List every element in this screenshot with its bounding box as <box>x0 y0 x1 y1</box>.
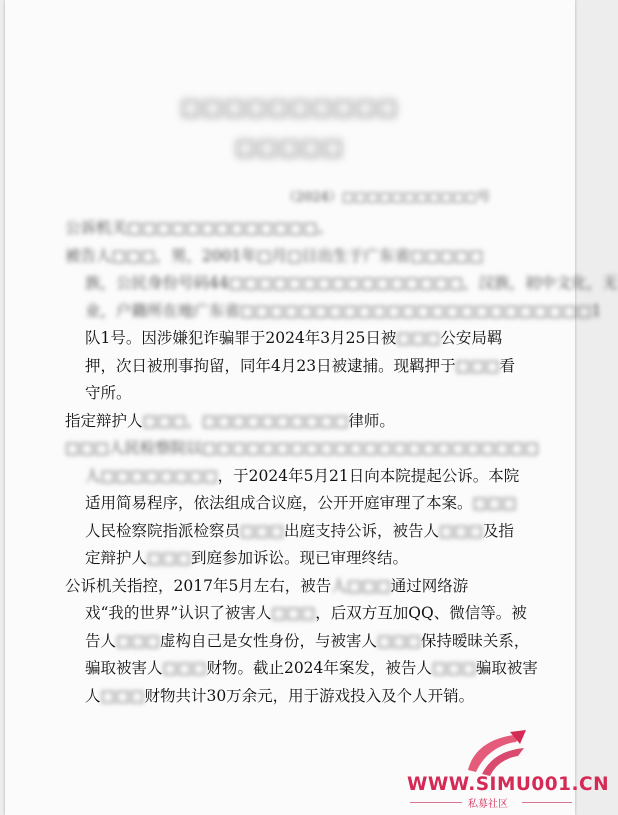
redacted-text: □□□ <box>396 329 441 347</box>
redacted-text: □□□，□□□□□□□□□□ <box>142 411 349 430</box>
text-segment: 定辩护人 <box>85 549 148 567</box>
text-line <box>85 519 514 544</box>
text-segment: ，后双方互加QQ、微信等。被 <box>315 604 527 622</box>
text-segment: 押，次日被刑事拘留，同年4月23日被逮捕。现羁押于 <box>85 356 456 375</box>
redacted-text: □□□ <box>376 631 421 650</box>
text-line <box>65 574 468 599</box>
text-segment: 公诉机关指控，2017年5月左右，被告 <box>65 576 332 595</box>
redacted-text: □□□ <box>162 659 207 677</box>
text-segment: 公安局羁 <box>440 329 503 347</box>
watermark-logo-icon <box>460 728 530 778</box>
redacted-text: 业，户籍所在地广东省□□□□□□□□□□□□□□□□□□□□□□□□1 <box>85 301 602 320</box>
text-segment: 骗取被害人 <box>85 659 163 677</box>
redacted-text: □□□ <box>271 604 316 622</box>
text-segment: 看 <box>499 356 516 375</box>
text-segment: 守所。 <box>85 384 132 402</box>
redacted-text: 人□□□□□□□□ <box>85 466 218 485</box>
text-segment: 骗取被害 <box>475 659 538 677</box>
redacted-text: 人□□□ <box>331 576 391 595</box>
text-line <box>85 684 474 709</box>
text-line <box>85 491 516 516</box>
text-segment: 告人 <box>85 631 117 650</box>
text-line <box>85 326 502 351</box>
redacted-text: □□□ <box>116 631 160 650</box>
text-line <box>85 629 529 654</box>
text-segment: 出庭支持公诉，被告人 <box>283 521 439 540</box>
case-number: （2024）□□□□□□□□□□□号 <box>282 190 490 205</box>
text-segment: 到庭参加诉讼。现已审理终结。 <box>190 549 408 567</box>
watermark-rule-right <box>522 802 572 803</box>
document-page <box>5 0 618 815</box>
redacted-text: 被告人□□□，男，2001年□月□日出生于广东省□□□□□ <box>65 246 484 265</box>
document-subtitle: □□□□□ <box>235 134 345 159</box>
text-segment: 财物。截止2024年案发，被告人 <box>206 659 432 677</box>
text-line <box>85 546 408 571</box>
text-segment: 适用简易程序，依法组成合议庭，公开开庭审理了本案。 <box>85 494 473 512</box>
text-segment: 保持暧昧关系， <box>420 631 530 650</box>
text-segment: 人 <box>85 686 101 705</box>
document-title: □□□□□□□□□□ <box>180 94 400 119</box>
redacted-text: □□□ <box>100 686 145 705</box>
text-line <box>85 271 618 296</box>
text-segment: 律师。 <box>348 411 395 430</box>
text-line <box>85 601 527 626</box>
redacted-text: □□□ <box>431 659 476 677</box>
redacted-text: 族，公民身份号码44□□□□□□□□□□□□□□□□，汉族，初中文化，无 <box>85 274 618 292</box>
redacted-text: 公诉机关□□□□□□□□□□□□□。 <box>65 219 333 237</box>
text-line <box>85 464 519 489</box>
text-segment: 队1号。因涉嫌犯诈骗罪于2024年3月25日被 <box>85 329 397 347</box>
text-segment: ，于2024年5月21日向本院提起公诉。本院 <box>217 466 520 485</box>
text-line <box>85 381 132 406</box>
text-line <box>65 436 539 461</box>
redacted-text: □□□ <box>472 494 517 512</box>
redacted-text: □□□ <box>147 549 191 567</box>
watermark-url: WWW.SIMU001.CN <box>407 774 610 795</box>
text-line <box>65 216 333 241</box>
watermark-rule-left <box>410 802 462 803</box>
text-line <box>65 409 395 434</box>
text-segment: 财物共计30万余元，用于游戏投入及个人开销。 <box>144 686 475 705</box>
text-line <box>85 354 515 379</box>
text-segment: 人民检察院指派检察员 <box>85 521 241 540</box>
redacted-text: □□□ <box>438 521 483 540</box>
watermark-subtitle: 私募社区 <box>468 799 508 810</box>
text-segment: 戏“我的世界”认识了被害人 <box>85 604 272 622</box>
text-segment: 指定辩护人 <box>65 411 143 430</box>
text-segment: 虚构自己是女性身份，与被害人 <box>159 631 377 650</box>
redacted-text: □□□ <box>455 356 500 375</box>
text-line <box>85 656 538 681</box>
text-line <box>85 299 601 324</box>
redacted-text: □□□人民检察院以□□□□□□□□□□□□□□□□□□□□□□□ <box>65 439 539 457</box>
text-line <box>65 244 483 269</box>
text-segment: 通过网络游 <box>390 576 469 595</box>
redacted-text: □□□ <box>240 521 284 540</box>
text-segment: 及指 <box>482 521 514 540</box>
